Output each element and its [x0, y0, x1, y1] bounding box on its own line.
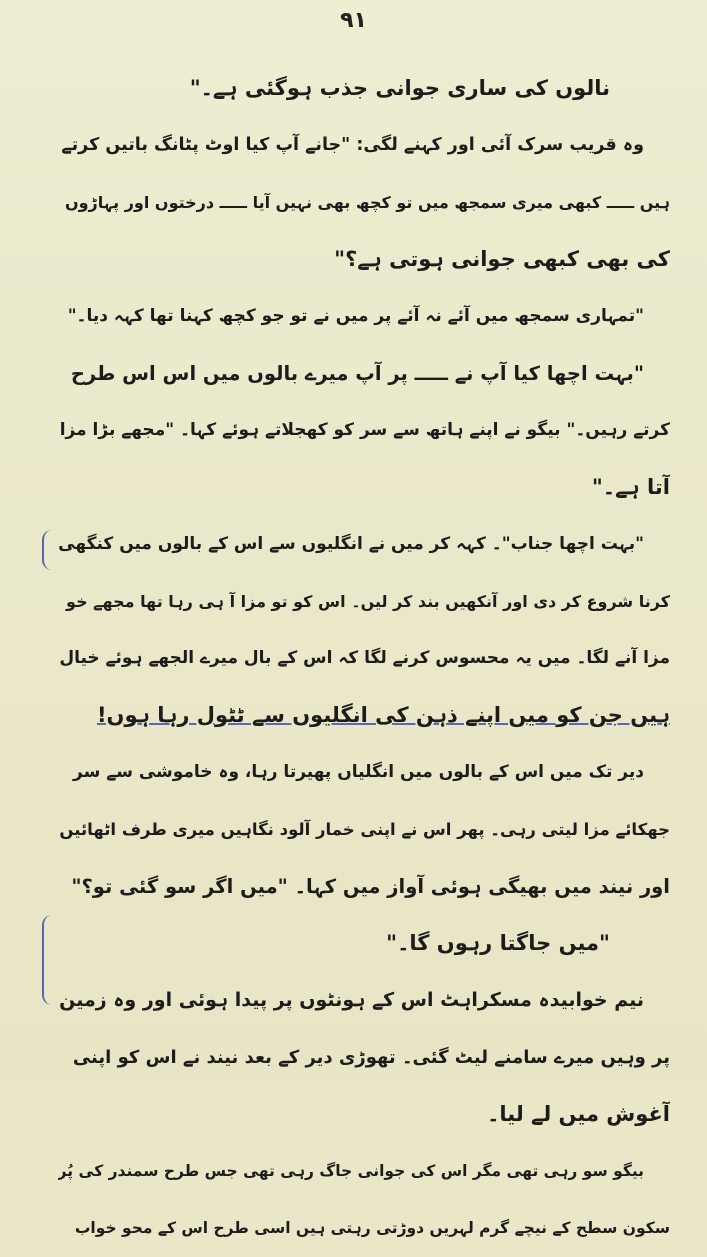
page-number: ۹۱ — [340, 8, 367, 33]
margin-bracket-mark — [42, 915, 54, 1005]
text-line: آتا ہے۔" — [591, 475, 670, 499]
text-line: "بہت اچھا جناب"۔ کہہ کر میں نے انگلیوں سے اس کے بالوں میں کنگھی — [58, 534, 644, 554]
urdu-text-body — [58, 60, 670, 1257]
text-line-underlined: ہیں جن کو میں اپنے ذہن کی انگلیوں سے ٹٹول رہا ہوں! — [96, 703, 670, 727]
text-line: "تمہاری سمجھ میں آئے نہ آئے پر میں نے تو جو کچھ کہنا تھا کہہ دیا۔" — [67, 306, 644, 326]
text-line: دیر تک میں اس کے بالوں میں انگلیاں پھیرتا رہا، وہ خاموشی سے سر — [73, 762, 644, 782]
text-line: مزا آنے لگا۔ میں یہ محسوس کرنے لگا کہ اس کے بال میرے الجھے ہوئے خیال — [59, 648, 670, 668]
text-line: نیم خوابیدہ مسکراہٹ اس کے ہونٹوں پر پیدا ہوئی اور وہ زمین — [59, 989, 644, 1011]
text-line: کی بھی کبھی جوانی ہوتی ہے؟" — [334, 247, 670, 271]
text-line: کرنا شروع کر دی اور آنکھیں بند کر لیں۔ اس کو تو مزا آ ہی رہا تھا مجھے خو — [66, 592, 670, 611]
text-line: اور نیند میں بھیگی ہوئی آواز میں کہا۔ "میں اگر سو گئی تو؟" — [71, 875, 670, 898]
text-line: جھکائے مزا لیتی رہی۔ پھر اس نے اپنی خمار آلود نگاہیں میری طرف اٹھائیں — [59, 820, 670, 839]
text-line: پر وہیں میرے سامنے لیٹ گئی۔ تھوڑی دیر کے بعد نیند نے اس کو اپنی — [72, 1047, 670, 1068]
text-line: بیگو سو رہی تھی مگر اس کی جوانی جاگ رہی تھی جس طرح سمندر کی پُر — [58, 1162, 644, 1180]
text-line: آغوش میں لے لیا۔ — [487, 1102, 670, 1126]
text-line: کرتے رہیں۔" بیگو نے اپنے ہاتھ سے سر کو کھجلاتے ہوئے کہا۔ "مجھے بڑا مزا — [59, 420, 670, 440]
text-line: "بہت اچھا کیا آپ نے ـــــ پر آپ میرے بالوں میں اس اس طرح — [70, 362, 644, 385]
margin-bracket-mark — [42, 530, 54, 570]
text-line: نالوں کی ساری جوانی جذب ہوگئی ہے۔" — [189, 76, 610, 100]
text-line: "میں جاگتا رہوں گا۔" — [386, 931, 610, 955]
text-line: ہیں ـــــ کبھی میری سمجھ میں تو کچھ بھی نہیں آیا ـــــ درختوں اور پہاڑوں — [64, 193, 670, 212]
text-line: سکون سطح کے نیچے گرم لہریں دوڑتی رہتی ہیں اسی طرح اس کے محو خواب — [74, 1219, 670, 1237]
text-line: وہ قریب سرک آئی اور کہنے لگی: "جانے آپ کیا اوٹ پٹانگ باتیں کرتے — [61, 135, 644, 155]
